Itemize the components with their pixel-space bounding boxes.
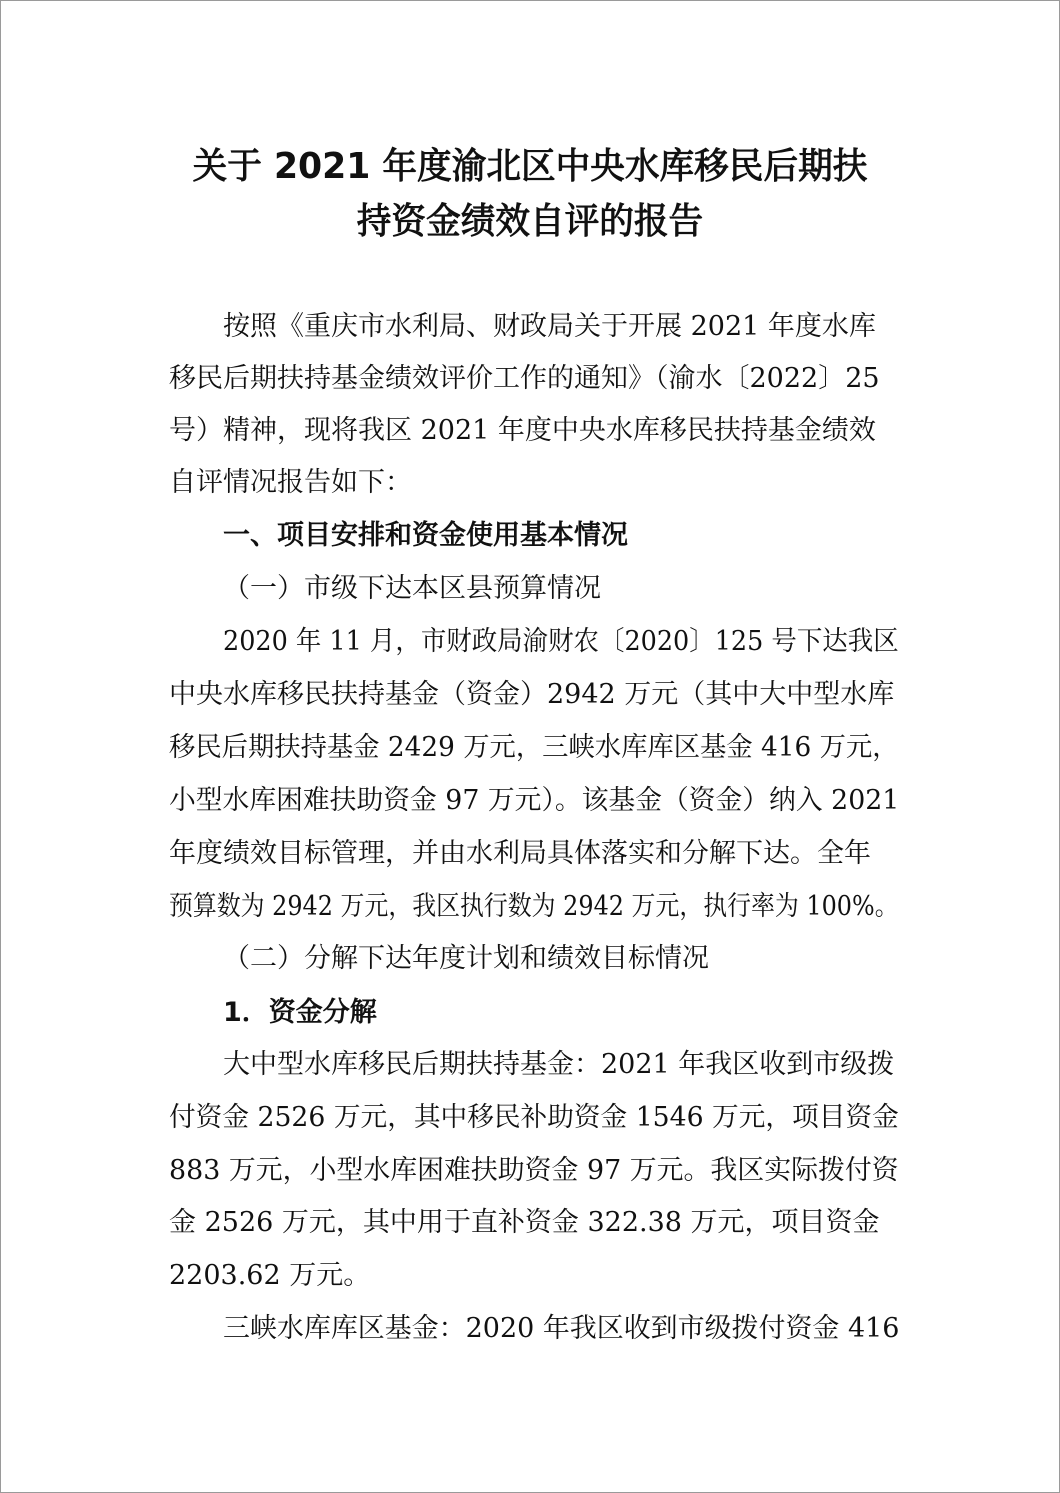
section-heading: 一、项目安排和资金使用基本情况 (223, 520, 628, 551)
document-title-line-2: 持资金绩效自评的报告 (356, 201, 704, 242)
paragraph-line: 三峡水库库区基金：2020 年我区收到市级拨付资金 416 (223, 1313, 900, 1344)
paragraph-line: 2020 年 11 月，市财政局渝财农〔2020〕125 号下达我区 (223, 626, 899, 657)
paragraph-line: 中央水库移民扶持基金（资金）2942 万元（其中大中型水库 (169, 679, 895, 710)
paragraph-line: 大中型水库移民后期扶持基金：2021 年我区收到市级拨 (223, 1049, 895, 1080)
paragraph-line: 预算数为 2942 万元，我区执行数为 2942 万元，执行率为 100%。 (169, 891, 899, 922)
paragraph-line: 金 2526 万元，其中用于直补资金 322.38 万元，项目资金 (169, 1207, 880, 1238)
paragraph-line: 号）精神，现将我区 2021 年度中央水库移民扶持基金绩效 (169, 415, 876, 446)
paragraph-line: 付资金 2526 万元，其中移民补助资金 1546 万元，项目资金 (169, 1102, 899, 1133)
paragraph-line: 按照《重庆市水利局、财政局关于开展 2021 年度水库 (223, 311, 876, 342)
paragraph-line: 年度绩效目标管理，并由水利局具体落实和分解下达。全年 (169, 838, 871, 869)
document-title-line-1: 关于 2021 年度渝北区中央水库移民后期扶 (192, 146, 868, 187)
subsection-heading: （一）市级下达本区县预算情况 (223, 573, 601, 604)
subsection-heading: （二）分解下达年度计划和绩效目标情况 (223, 943, 709, 974)
paragraph-line: 883 万元，小型水库困难扶助资金 97 万元。我区实际拨付资 (169, 1155, 899, 1186)
paragraph-line: 小型水库困难扶助资金 97 万元）。该基金（资金）纳入 2021 (169, 785, 900, 816)
paragraph-line: 移民后期扶持基金 2429 万元，三峡水库库区基金 416 万元， (169, 732, 899, 763)
paragraph-line: 自评情况报告如下： (169, 467, 412, 498)
item-heading: 1．资金分解 (223, 997, 377, 1028)
paragraph-line: 移民后期扶持基金绩效评价工作的通知》（渝水〔2022〕25 (169, 363, 880, 394)
paragraph-line: 2203.62 万元。 (169, 1260, 371, 1291)
